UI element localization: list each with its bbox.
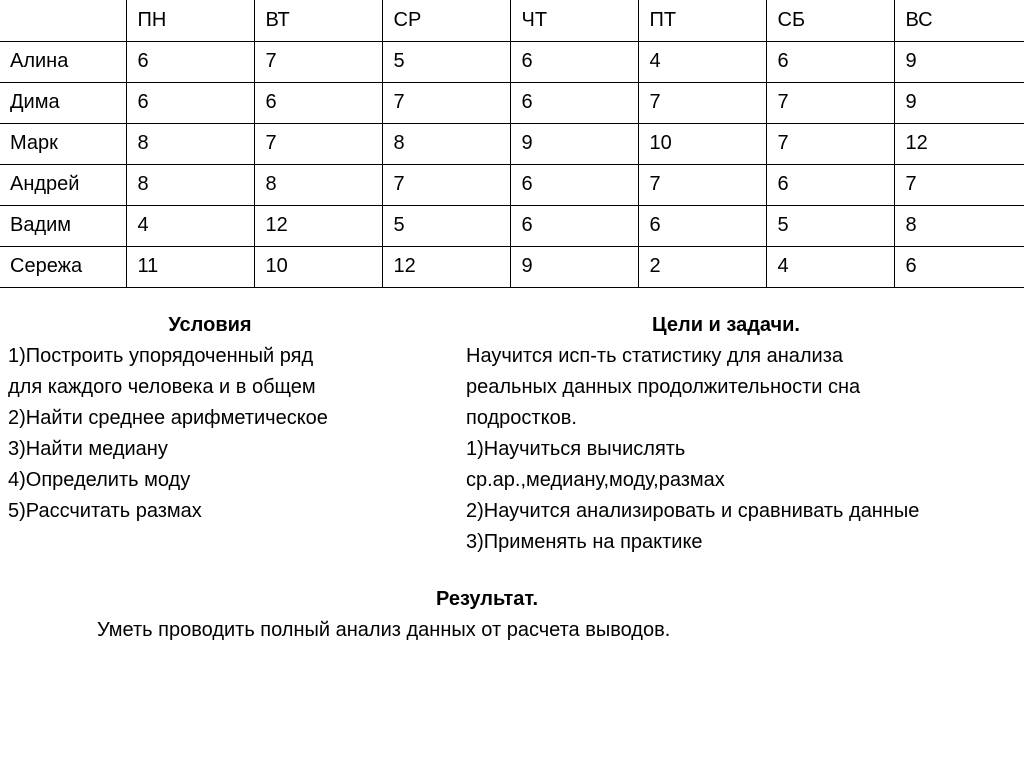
sleep-hours: 6 [254, 82, 382, 123]
condition-line: 4)Определить моду [8, 469, 191, 491]
sleep-hours: 6 [510, 164, 638, 205]
table-row [0, 246, 1024, 287]
person-name: Дима [0, 82, 126, 123]
result-text: Уметь проводить полный анализ данных от расчета выводов. [97, 619, 671, 641]
table-row [0, 41, 1024, 82]
sleep-hours: 5 [382, 41, 510, 82]
sleep-hours: 7 [382, 164, 510, 205]
day-header-sun: ВС [894, 0, 1024, 41]
table-row [0, 123, 1024, 164]
day-header-wed: СР [382, 0, 510, 41]
sleep-hours: 12 [254, 205, 382, 246]
sleep-hours: 5 [382, 205, 510, 246]
person-name: Вадим [0, 205, 126, 246]
condition-line: 1)Построить упорядоченный ряд [8, 345, 314, 367]
sleep-hours: 9 [894, 82, 1024, 123]
sleep-hours: 4 [766, 246, 894, 287]
sleep-hours: 6 [126, 41, 254, 82]
person-name: Марк [0, 123, 126, 164]
sleep-hours: 9 [510, 123, 638, 164]
sleep-hours: 10 [638, 123, 766, 164]
day-header-mon: ПН [126, 0, 254, 41]
condition-line: 2)Найти среднее арифметическое [8, 407, 328, 429]
day-header-thu: ЧТ [510, 0, 638, 41]
sleep-hours: 7 [766, 123, 894, 164]
sleep-hours: 8 [126, 164, 254, 205]
sleep-hours: 9 [894, 41, 1024, 82]
goal-line: 3)Применять на практике [466, 531, 703, 553]
goal-line: подростков. [466, 407, 577, 429]
sleep-hours: 7 [254, 41, 382, 82]
result-section [0, 584, 1024, 646]
person-name: Алина [0, 41, 126, 82]
table-row [0, 205, 1024, 246]
table-row [0, 82, 1024, 123]
sleep-hours: 6 [894, 246, 1024, 287]
sleep-hours: 8 [382, 123, 510, 164]
sleep-hours: 9 [510, 246, 638, 287]
condition-line: 3)Найти медиану [8, 438, 168, 460]
sleep-hours: 12 [382, 246, 510, 287]
result-title: Результат. [436, 588, 539, 610]
sleep-hours: 7 [254, 123, 382, 164]
sleep-hours: 8 [894, 205, 1024, 246]
sleep-hours: 11 [126, 246, 254, 287]
table-row [0, 164, 1024, 205]
sleep-hours: 7 [894, 164, 1024, 205]
goals-title: Цели и задачи. [652, 314, 800, 336]
sleep-hours: 5 [766, 205, 894, 246]
goal-line: Научится исп-ть статистику для анализа [466, 345, 844, 367]
condition-line: для каждого человека и в общем [8, 376, 316, 398]
sleep-data-table [0, 0, 1024, 288]
sleep-hours: 4 [638, 41, 766, 82]
sleep-hours: 10 [254, 246, 382, 287]
sleep-hours: 6 [638, 205, 766, 246]
sleep-hours: 7 [766, 82, 894, 123]
sleep-hours: 6 [510, 205, 638, 246]
table-body [0, 41, 1024, 287]
sleep-hours: 6 [766, 41, 894, 82]
sleep-hours: 8 [126, 123, 254, 164]
day-header-sat: СБ [766, 0, 894, 41]
sleep-hours: 7 [382, 82, 510, 123]
goal-line: реальных данных продолжительности сна [466, 376, 861, 398]
sleep-hours: 8 [254, 164, 382, 205]
sleep-hours: 6 [126, 82, 254, 123]
conditions-title: Условия [168, 314, 252, 336]
sleep-hours: 12 [894, 123, 1024, 164]
sleep-hours: 4 [126, 205, 254, 246]
sleep-hours: 7 [638, 164, 766, 205]
sleep-hours: 2 [638, 246, 766, 287]
header-row [0, 0, 1024, 41]
person-name: Андрей [0, 164, 126, 205]
goal-line: 1)Научиться вычислять [466, 438, 686, 460]
person-name: Сережа [0, 246, 126, 287]
conditions-section [8, 310, 428, 527]
condition-line: 5)Рассчитать размах [8, 500, 202, 522]
day-header-fri: ПТ [638, 0, 766, 41]
sleep-hours: 6 [510, 82, 638, 123]
table-header [0, 0, 1024, 41]
sleep-hours: 6 [766, 164, 894, 205]
day-header-tue: ВТ [254, 0, 382, 41]
sleep-hours: 7 [638, 82, 766, 123]
corner-cell [0, 0, 126, 41]
sleep-hours: 6 [510, 41, 638, 82]
goal-line: ср.ар.,медиану,моду,размах [466, 469, 725, 491]
goals-section [466, 310, 1016, 558]
goal-line: 2)Научится анализировать и сравнивать данные [466, 500, 920, 522]
